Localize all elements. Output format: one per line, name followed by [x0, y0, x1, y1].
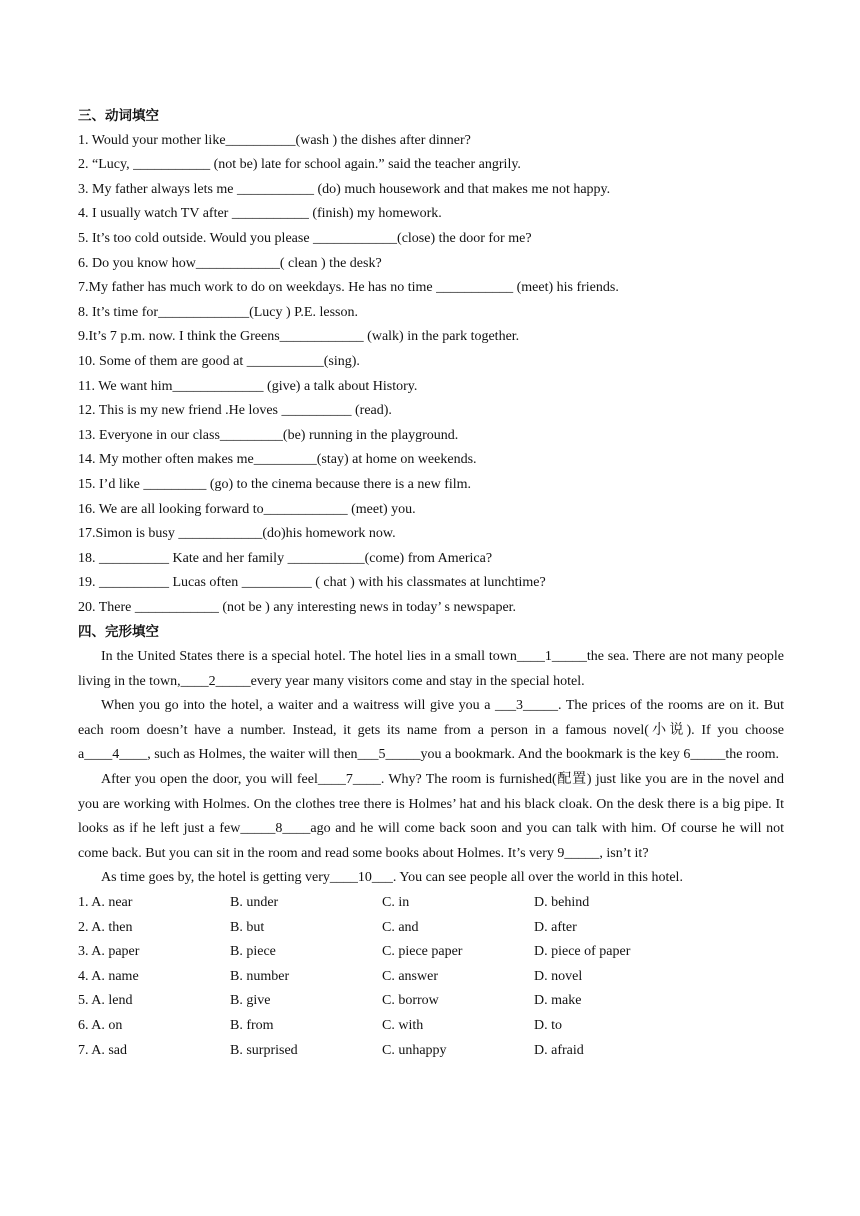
option-choice: B. but	[230, 919, 265, 935]
verb-question: 19. __________ Lucas often __________ ( chat ) with his classmates at lunchtime?	[78, 575, 546, 591]
verb-question: 8. It’s time for_____________(Lucy ) P.E. lesson.	[78, 304, 358, 320]
option-choice: 1. A. near	[78, 895, 133, 910]
verb-question: 7.My father has much work to do on weekdays. He has no time ___________ (meet) his friends.	[78, 280, 619, 296]
option-choice: 4. A. name	[78, 968, 139, 984]
option-choice: C. in	[382, 895, 410, 910]
verb-question: 5. It’s too cold outside. Would you please ____________(close) the door for me?	[78, 230, 532, 246]
verb-question: 14. My mother often makes me_________(stay) at home on weekends.	[78, 452, 477, 468]
section-heading-cloze: 四、完形填空	[78, 624, 159, 641]
cloze-paragraph: In the United States there is a special hotel. The hotel lies in a small town____1_____the sea. There are not many people living in the town,____2_____every year many visitors come and stay in the special hotel.	[78, 649, 784, 689]
cloze-options-grid	[78, 891, 784, 1063]
cloze-paragraph: When you go into the hotel, a waiter and a waitress will give you a ___3_____. The prices of the rooms are on it. But each room doesn’t have a number. Instead, it gets its name from a person in a famous novel(小说). If you choose a____4____, such as Holmes, the waiter will then___5_____you a bookmark. And the bookmark is the key 6_____the room.	[78, 698, 784, 763]
verb-question: 6. Do you know how____________( clean ) the desk?	[78, 255, 382, 271]
option-choice: C. unhappy	[382, 1042, 447, 1058]
verb-fill-list	[78, 129, 784, 621]
option-choice: C. and	[382, 919, 419, 935]
verb-question: 3. My father always lets me ___________ (do) much housework and that makes me not happy.	[78, 181, 611, 197]
option-choice: 5. A. lend	[78, 993, 133, 1009]
option-choice: D. after	[534, 919, 577, 935]
option-choice: 6. A. on	[78, 1017, 123, 1033]
verb-question: 2. “Lucy, ___________ (not be) late for school again.” said the teacher angrily.	[78, 157, 521, 173]
cloze-paragraph: As time goes by, the hotel is getting very____10___. You can see people all over the world in this hotel.	[101, 870, 683, 886]
option-choice: D. novel	[534, 968, 583, 984]
verb-question: 15. I’d like _________ (go) to the cinema because there is a new film.	[78, 476, 472, 492]
verb-question: 18. __________ Kate and her family ___________(come) from America?	[78, 550, 493, 566]
cloze-passage	[78, 645, 784, 891]
option-choice: B. surprised	[230, 1042, 298, 1058]
verb-question: 4. I usually watch TV after ___________ (finish) my homework.	[78, 206, 442, 222]
option-choice: D. to	[534, 1017, 562, 1033]
verb-question: 12. This is my new friend .He loves __________ (read).	[78, 403, 392, 419]
cloze-paragraph: After you open the door, you will feel____7____. Why? The room is furnished(配置) just like you are in the novel and you are working with Holmes. On the clothes tree there is Holmes’ hat and his black cloak. On the desk there is a big pipe. It looks as if he left just a few_____8____ago and he will come back soon and you can talk with him. Of course he will not come back. But you can sit in the room and read some books about Holmes. It’s very 9_____, isn’t it?	[78, 772, 784, 861]
option-choice: C. with	[382, 1017, 424, 1033]
option-choice: 7. A. sad	[78, 1042, 127, 1058]
option-choice: B. piece	[230, 944, 276, 960]
verb-question: 10. Some of them are good at ___________(sing).	[78, 353, 360, 369]
verb-question: 20. There ____________ (not be ) any interesting news in today’ s newspaper.	[78, 599, 517, 615]
option-choice: B. under	[230, 895, 279, 910]
option-choice: B. give	[230, 993, 271, 1009]
section-heading-verb-fill: 三、动词填空	[78, 108, 159, 124]
option-choice: C. answer	[382, 968, 438, 984]
option-choice: B. number	[230, 968, 290, 984]
option-choice: D. behind	[534, 895, 590, 910]
verb-question: 13. Everyone in our class_________(be) running in the playground.	[78, 427, 459, 443]
verb-question: 9.It’s 7 p.m. now. I think the Greens____________ (walk) in the park together.	[78, 329, 520, 345]
verb-question: 11. We want him_____________ (give) a talk about History.	[78, 378, 418, 394]
option-choice: B. from	[230, 1017, 274, 1033]
option-choice: D. piece of paper	[534, 944, 631, 960]
verb-question: 16. We are all looking forward to____________ (meet) you.	[78, 501, 416, 517]
verb-question: 1. Would your mother like__________(wash ) the dishes after dinner?	[78, 132, 471, 148]
option-choice: 2. A. then	[78, 919, 133, 935]
worksheet-page	[78, 104, 784, 1063]
option-choice: D. afraid	[534, 1042, 584, 1058]
option-choice: C. piece paper	[382, 944, 463, 960]
option-choice: 3. A. paper	[78, 944, 140, 960]
option-choice: D. make	[534, 993, 582, 1009]
option-choice: C. borrow	[382, 993, 439, 1009]
verb-question: 17.Simon is busy ____________(do)his homework now.	[78, 526, 396, 542]
